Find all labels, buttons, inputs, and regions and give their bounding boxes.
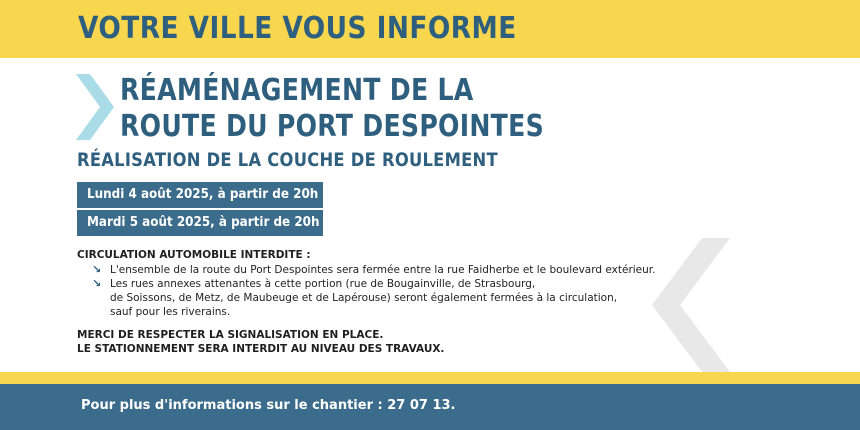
date-1-text: Lundi 4 août 2025, à partir de 20h bbox=[87, 187, 319, 202]
footer-bar bbox=[0, 384, 860, 430]
date-box-1 bbox=[77, 182, 323, 208]
subtitle: RÉALISATION DE LA COUCHE DE ROULEMENT bbox=[77, 149, 498, 171]
notice-stationnement: LE STATIONNEMENT SERA INTERDIT AU NIVEAU DES TRAVAUX. bbox=[77, 343, 445, 355]
notice-signalisation: MERCI DE RESPECTER LA SIGNALISATION EN PLACE. bbox=[77, 329, 384, 341]
arrow-down-right-icon: ↘ bbox=[92, 263, 102, 276]
title-line-1: RÉAMÉNAGEMENT DE LA bbox=[120, 73, 474, 108]
title-line-2: ROUTE DU PORT DESPOINTES bbox=[120, 109, 544, 144]
date-box-2 bbox=[77, 210, 323, 236]
announcement-title bbox=[120, 73, 625, 145]
bullet-line: sauf pour les riverains. bbox=[110, 306, 231, 318]
chevron-left-icon bbox=[650, 238, 730, 372]
traffic-heading: CIRCULATION AUTOMOBILE INTERDITE : bbox=[77, 249, 311, 261]
footer-info-text: Pour plus d'informations sur le chantier : 27 07 13. bbox=[81, 398, 456, 413]
date-2-text: Mardi 5 août 2025, à partir de 20h bbox=[87, 215, 320, 230]
top-banner bbox=[0, 0, 860, 58]
bullet-line: L'ensemble de la route du Port Despointes sera fermée entre la rue Faidherbe et le boulevard extérieur. bbox=[110, 264, 656, 276]
yellow-strip bbox=[0, 372, 860, 384]
arrow-down-right-icon: ↘ bbox=[92, 277, 102, 290]
banner-title: VOTRE VILLE VOUS INFORME bbox=[78, 11, 517, 46]
bullet-line: Les rues annexes attenantes à cette portion (rue de Bougainville, de Strasbourg, bbox=[110, 278, 536, 290]
bullet-line: de Soissons, de Metz, de Maubeuge et de Lapérouse) seront également fermées à la circulation, bbox=[110, 292, 618, 304]
chevron-right-icon bbox=[76, 74, 116, 140]
